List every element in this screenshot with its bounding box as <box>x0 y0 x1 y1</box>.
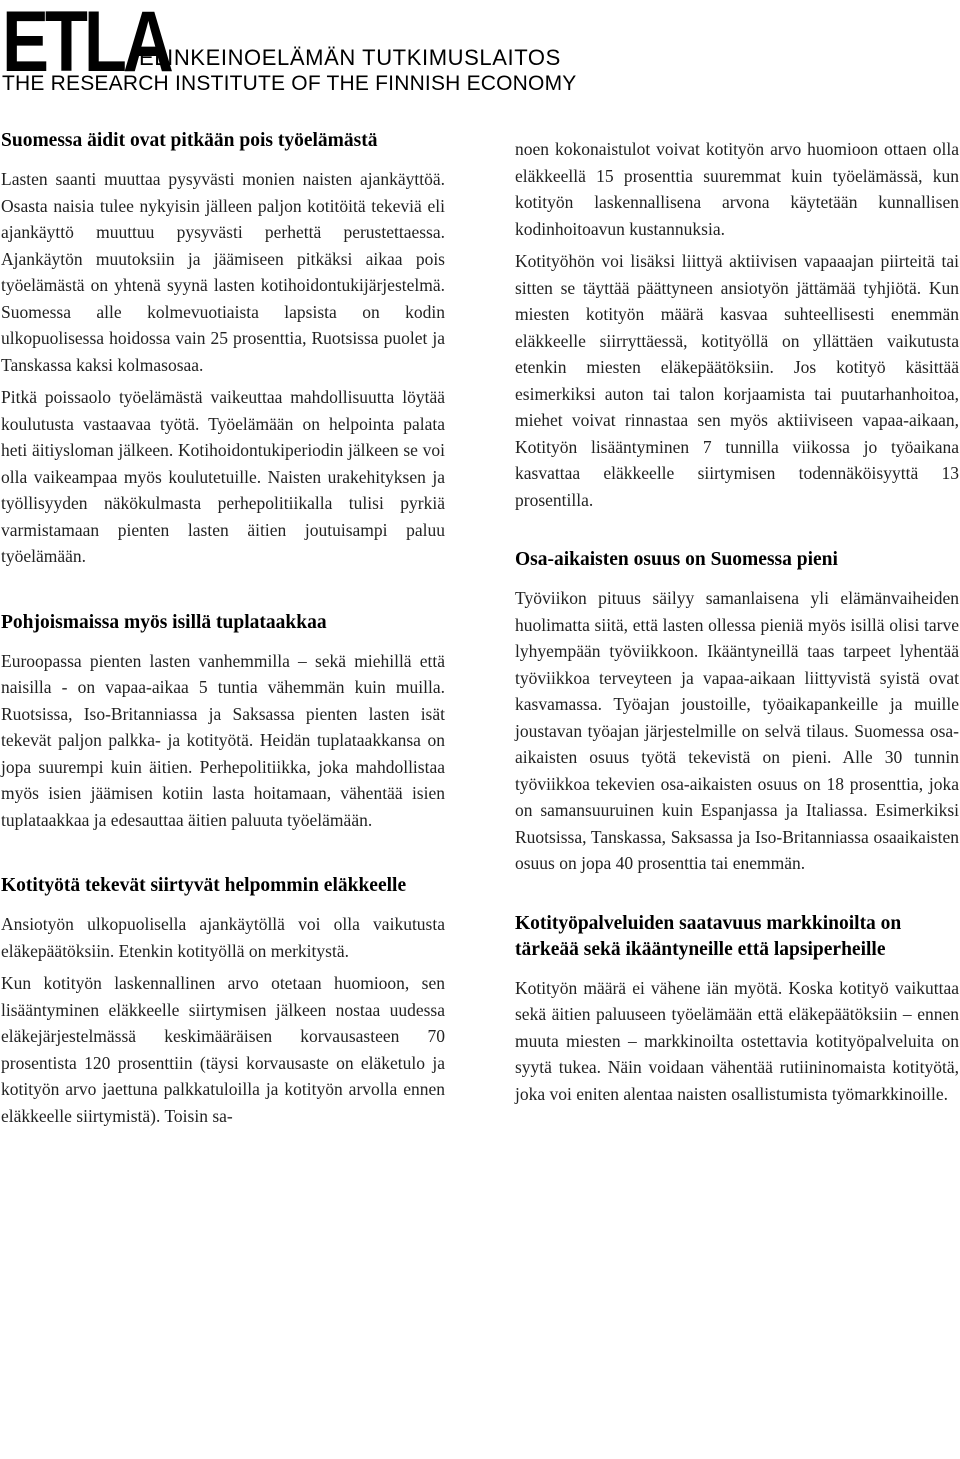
institute-name-en: THE RESEARCH INSTITUTE OF THE FINNISH ECONOMY <box>2 72 577 95</box>
section-heading-retirement: Kotityötä tekevät siirtyvät helpommin eläkkeelle <box>1 875 407 896</box>
left-column <box>1 128 445 1135</box>
section-heading-fathers: Pohjoismaissa myös isillä tuplataakkaa <box>1 611 327 633</box>
paragraph: Euroopassa pienten lasten vanhemmilla – sekä miehillä että naisilla - on vapaa-aikaa 5 tuntia vähemmän kuin muilla. Ruotsissa, Iso-Britanniassa ja Saksassa pienten lasten isät tekevät paljon palkka- ja kotityötä. Heidän tuplataakkansa on jopa suurempi kuin äitien. Perhepolitiikka, joka mahdollistaa myös isien jäämisen kotiin lasta hoitamaan, vähentää isien tuplataakkaa ja edesauttaa äitien paluuta työelämään. <box>1 650 445 830</box>
paragraph: Työviikon pituus säilyy samanlaisena yli elämänvaiheiden huolimatta siitä, että lasten ollessa pieniä myös isillä olisi tarve lyhyempään työviikkoon. Ikääntyneillä taas tarpeet lyhentää työviikkoa terveyteen ja vapaa-aikaan liittyvistä syistä ovat kasvamassa. Työajan joustoille, työaikapankeille ja muille joustavan työajan järjestelmille on selvä tilaus. Suomessa osa-aikaisten osuus työtä tekevistä on pieni. Alle 30 tunnin työviikkoa tekevien osa-aikaisten osuus on 18 prosenttia, joka on samansuuruinen kuin Espanjassa ja Italiassa. Esimerkiksi Ruotsissa, Tanskassa, Saksassa ja Iso-Britanniassa osaaikaisten osuus on jopa 40 prosenttia tai enemmän. <box>515 588 959 873</box>
institute-name-fi: ELINKEINOELÄMÄN TUTKIMUSLAITOS <box>139 45 561 70</box>
paragraph: Lasten saanti muuttaa pysyvästi monien naisten ajankäyttöä. Osasta naisia tulee nykyisin jälleen paljon kotitöitä tekeviä eli ajankäyttö muuttuu pysyvästi perhettä perustettaessa. Ajankäytön muutoksiin ja jäämiseen pitkäksi aikaa pois työelämästä on yhtenä syynä lasten kotihoidontukijärjestelmä. Suomessa alle kolmevuotiaista lapsista on kodin ulkopuolisessa hoidossa vain 25 prosenttia, Ruotsissa puolet ja Tanskassa kaksi kolmasosaa. <box>1 169 445 375</box>
logo-letters: ETLA <box>2 0 170 90</box>
section-heading-part-time: Osa-aikaisten osuus on Suomessa pieni <box>515 549 838 570</box>
paragraph: Kun kotityön laskennallinen arvo otetaan huomioon, sen lisääntyminen eläkkeelle siirtymisen jälkeen nostaa uudessa eläkejärjestelmässä keskimääräisen korvausasteen 70 prosentista 120 prosenttiin (täysi korvausaste on eläketulo ja kotityön arvo jaettuna palkkatuloilla ja kotityön arvolla ennen eläkkeelle siirtymistä). Toisin sa- <box>1 973 445 1126</box>
section-heading-services: Kotityöpalveluiden saatavuus markkinoilta on tärkeää sekä ikääntyneille että lapsiperheille <box>515 912 902 960</box>
paragraph: Pitkä poissaolo työelämästä vaikeuttaa mahdollisuutta löytää koulutusta vastaavaa työtä. Työelämään on helpointa palata heti äitiysloman jälkeen. Kotihoidontukiperiodin jälkeen se voi olla vaikeampaa myös koulutetuille. Naisten urakehityksen ja työllisyyden näkökulmasta perhepolitiikalla tulisi pyrkiä varmistamaan pienten lasten äitien joutuisampi paluu työelämään. <box>1 387 445 566</box>
paragraph: Ansiotyön ulkopuolisella ajankäytöllä voi olla vaikutusta eläkepäätöksiin. Etenkin kotityöllä on merkitystä. <box>1 914 445 961</box>
paragraph: noen kokonaistulot voivat kotityön arvo huomioon ottaen olla eläkkeellä 15 prosenttia suuremmat kuin työelämässä, kun kotityön laskennallisena arvona käytetään kunnallisen kodinhoitoavun kustannuksia. <box>515 139 959 239</box>
paragraph: Kotityön määrä ei vähene iän myötä. Koska kotityö vaikuttaa sekä äitien paluuseen työelämään että eläkepäätöksiin – ennen muuta miesten – markkinoilta ostettavia kotityöpalveluita on syytä tukea. Näin voidaan vähentää rutiininomaista kotityötä, joka voi eniten alentaa naisten osallistumista työmarkkinoille. <box>515 977 959 1104</box>
paragraph: Kotityöhön voi lisäksi liittyä aktiivisen vapaaajan piirteitä tai sitten se täyttää päättyneen ansiotyön jättämää tyhjiötä. Kun miesten kotityön määrä kasvaa suhteellisesti enemmän eläkkeelle siirryttäessä, kotityöllä on yllättäen vaikutusta etenkin miesten eläkepäätöksiin. Jos kotityö käsittää esimerkiksi auton tai talon korjaamista tai puutarhanhoitoa, miehet voivat rinnastaa sen myös aktiiviseen vapaa-aikaan, Kotityön lisääntyminen 7 tunnilla viikossa jo työaikana kasvattaa eläkkeelle siirtymisen todennäköisyyttä 13 prosentilla. <box>515 251 959 510</box>
right-column <box>515 136 959 1113</box>
section-heading-mothers: Suomessa äidit ovat pitkään pois työelämästä <box>1 130 378 151</box>
etla-logo <box>2 0 577 97</box>
